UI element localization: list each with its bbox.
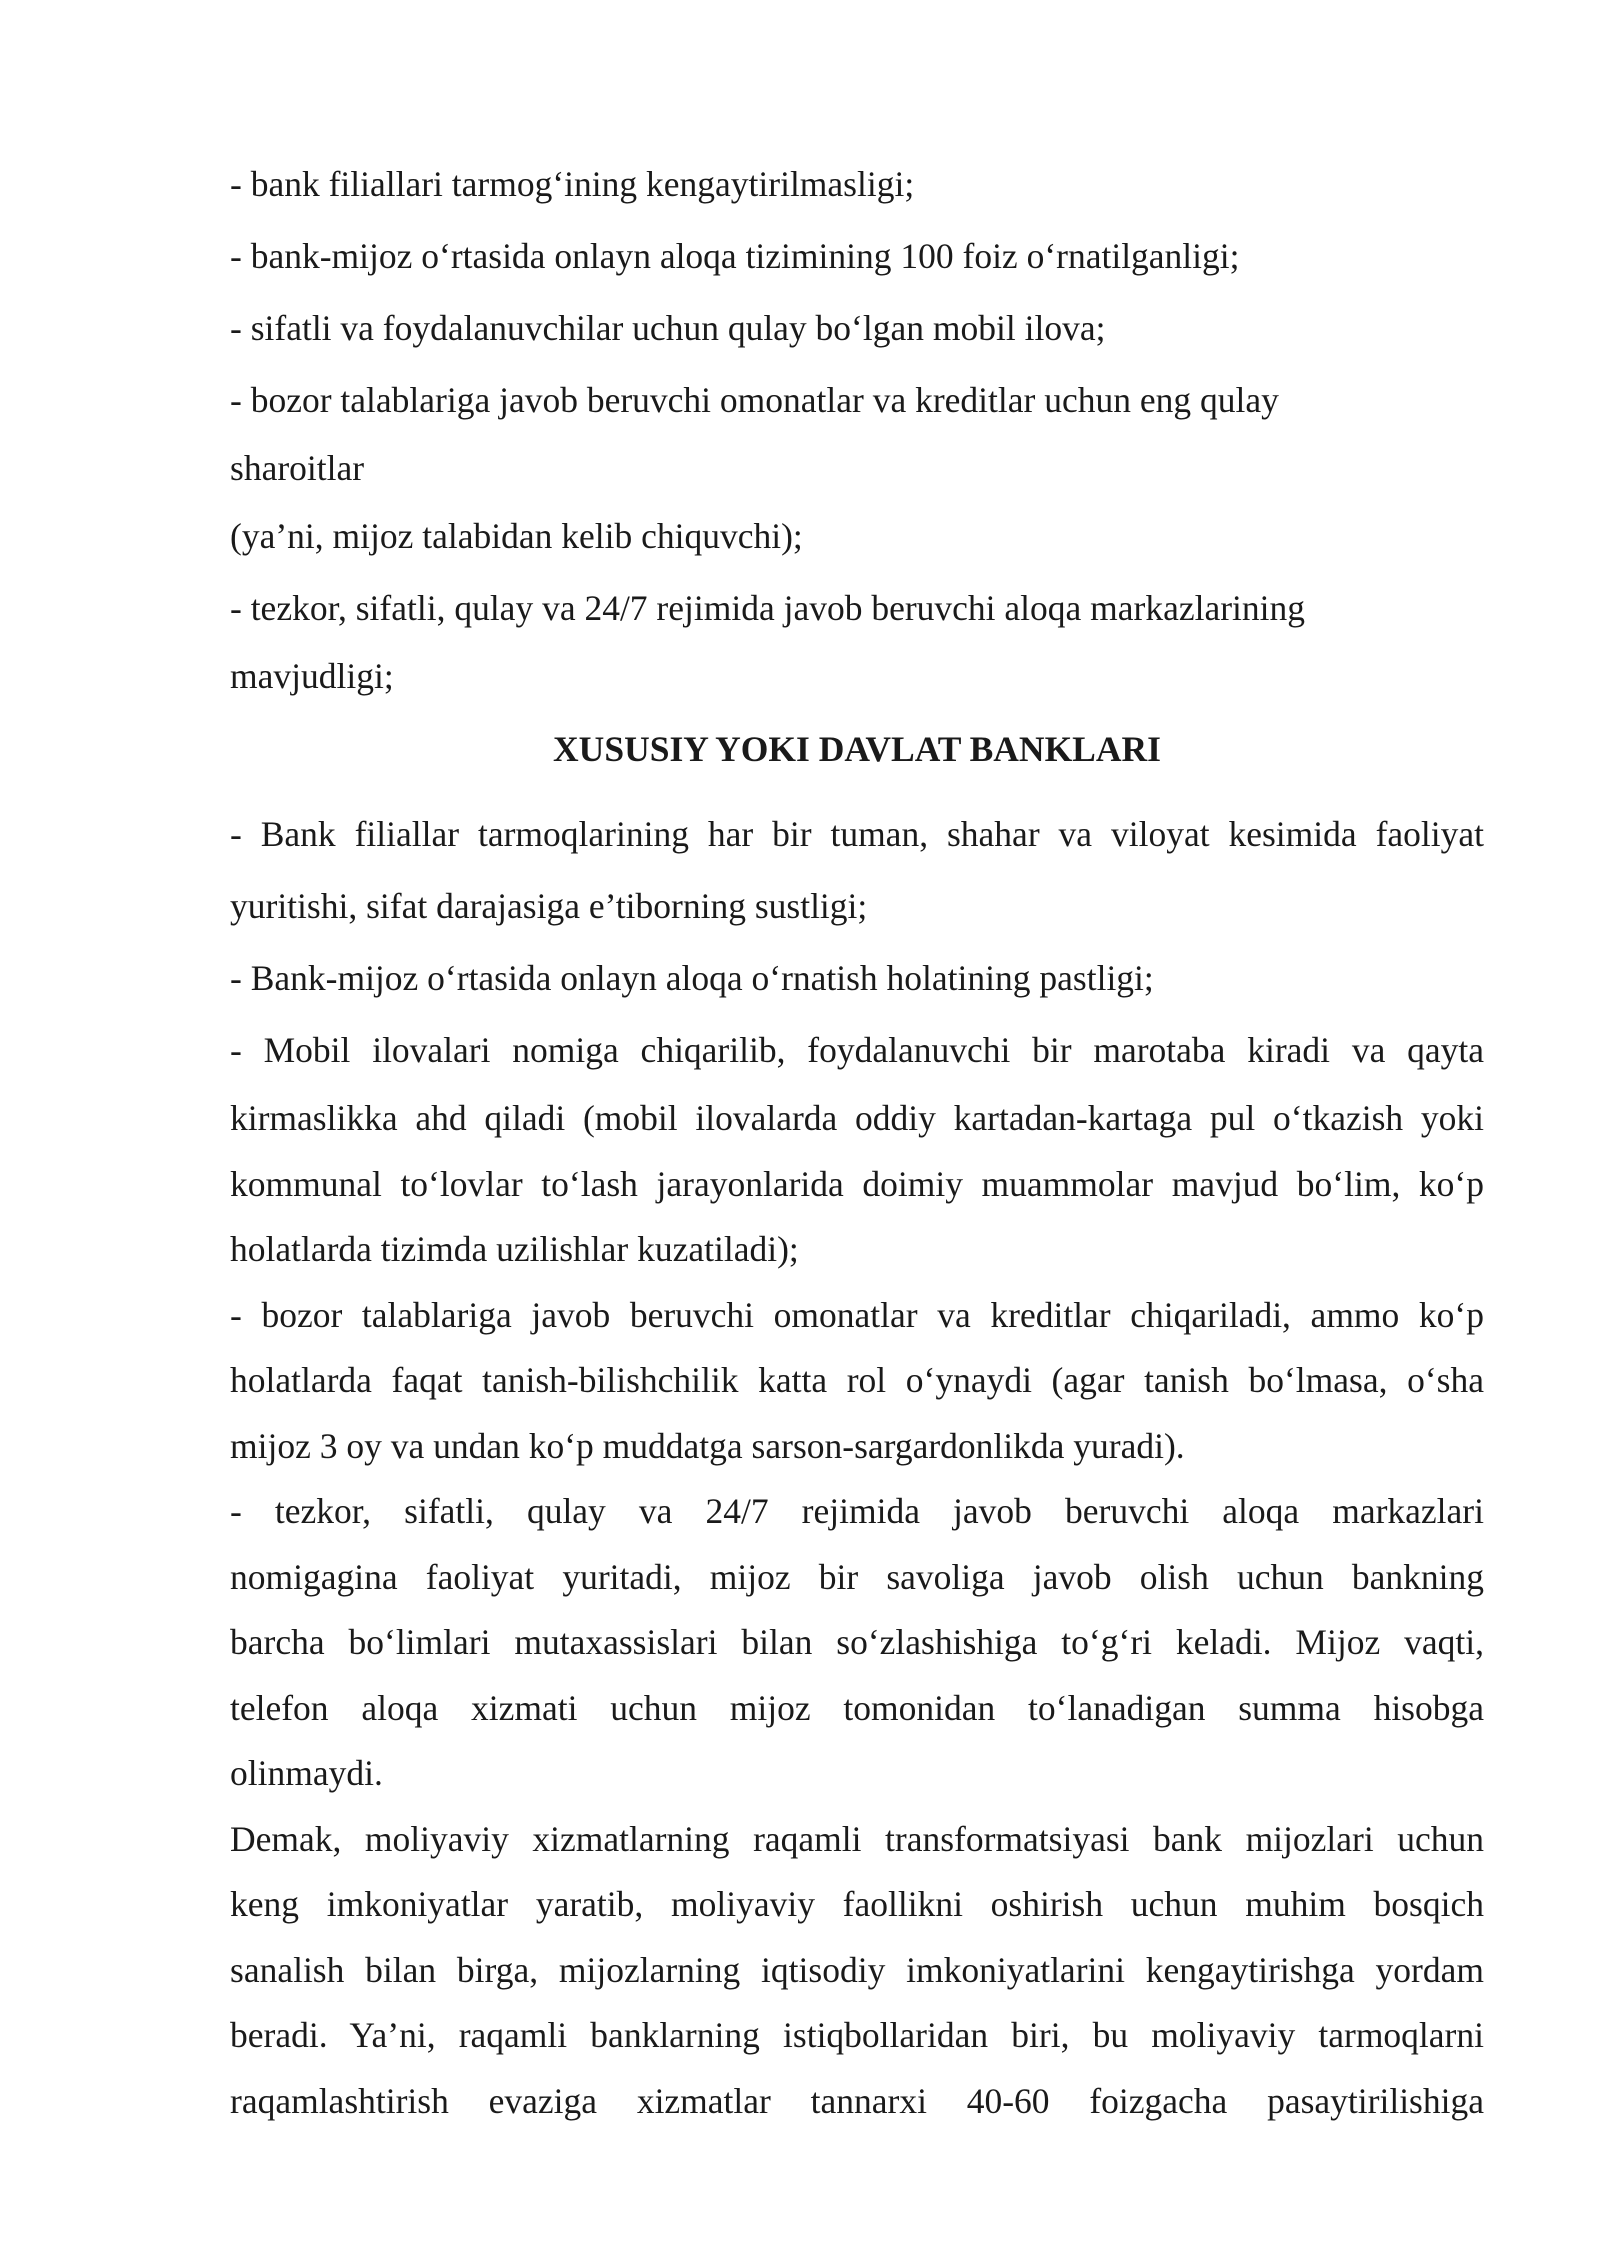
list-item: - bank filiallari tarmog‘ining kengaytirilmasligi; (230, 164, 915, 204)
text-line: yuritishi, sifat darajasiga e’tiborning sustligi; (230, 886, 868, 926)
text-line: beradi. Ya’ni, raqamli banklarning istiqbollaridan biri, bu moliyaviy tarmoqlarni (230, 2015, 1484, 2055)
text-line: - Mobil ilovalari nomiga chiqarilib, foydalanuvchi bir marotaba kiradi va qayta (230, 1030, 1484, 1070)
conclusion-paragraph (230, 1807, 1484, 2135)
text-line: telefon aloqa xizmati uchun mijoz tomonidan to‘lanadigan summa hisobga (230, 1687, 1484, 1728)
drawbacks-list (230, 798, 1484, 1807)
text-line: - Bank-mijoz o‘rtasida onlayn aloqa o‘rnatish holatining pastligi; (230, 958, 1154, 998)
text-line: nomigagina faoliyat yuritadi, mijoz bir savoliga javob olish uchun bankning (230, 1556, 1484, 1597)
document-body (230, 148, 1484, 2134)
list-item (230, 1479, 1484, 1807)
list-item: - bank-mijoz o‘rtasida onlayn aloqa tizimining 100 foiz o‘rnatilganligi; (230, 236, 1240, 276)
advantages-list (230, 148, 1484, 708)
text-line: holatlarda tizimda uzilishlar kuzatiladi); (230, 1229, 799, 1269)
text-line: - tezkor, sifatli, qulay va 24/7 rejimida javob beruvchi aloqa markazlari (230, 1491, 1484, 1531)
text-line: raqamlashtirish evaziga xizmatlar tannarxi 40-60 foizgacha pasaytirilishiga (230, 2080, 1484, 2121)
text-line: holatlarda faqat tanish-bilishchilik katta rol o‘ynaydi (agar tanish bo‘lmasa, o‘sha (230, 1360, 1484, 1400)
list-item (230, 798, 1484, 942)
section-heading: XUSUSIY YOKI DAVLAT BANKLARI (553, 729, 1161, 769)
list-item (230, 1283, 1484, 1480)
text-line: sanalish bilan birga, mijozlarning iqtisodiy imkoniyatlarini kengaytirishga yordam (230, 1949, 1484, 1990)
list-item: - tezkor, sifatli, qulay va 24/7 rejimida javob beruvchi aloqa markazlarining (230, 588, 1306, 628)
list-item-continuation: mavjudligi; (230, 656, 394, 696)
list-item: - sifatli va foydalanuvchilar uchun qulay bo‘lgan mobil ilova; (230, 308, 1106, 348)
text-line: barcha bo‘limlari mutaxassislari bilan so‘zlashishiga to‘g‘ri keladi. Mijoz vaqti, (230, 1622, 1484, 1662)
list-item: - bozor talablariga javob beruvchi omonatlar va kreditlar uchun eng qulay (230, 380, 1279, 420)
list-item-continuation: (ya’ni, mijoz talabidan kelib chiquvchi); (230, 516, 803, 556)
text-line: - bozor talablariga javob beruvchi omonatlar va kreditlar chiqariladi, ammo ko‘p (230, 1294, 1484, 1335)
text-line: keng imkoniyatlar yaratib, moliyaviy faollikni oshirish uchun muhim bosqich (230, 1884, 1484, 1924)
list-item (230, 1014, 1484, 1283)
text-line: kommunal to‘lovlar to‘lash jarayonlarida doimiy muammolar mavjud bo‘lim, ko‘p (230, 1163, 1484, 1204)
text-line: mijoz 3 oy va undan ko‘p muddatga sarson-sargardonlikda yuradi). (230, 1425, 1185, 1466)
list-item-continuation: sharoitlar (230, 448, 365, 488)
list-item (230, 942, 1484, 1014)
text-line: olinmaydi. (230, 1753, 383, 1793)
text-line: kirmaslikka ahd qiladi (mobil ilovalarda oddiy kartadan-kartaga pul o‘tkazish yoki (230, 1098, 1484, 1138)
text-line: - Bank filiallar tarmoqlarining har bir tuman, shahar va viloyat kesimida faoliyat (230, 814, 1484, 854)
text-line: Demak, moliyaviy xizmatlarning raqamli transformatsiyasi bank mijozlari uchun (230, 1818, 1484, 1859)
